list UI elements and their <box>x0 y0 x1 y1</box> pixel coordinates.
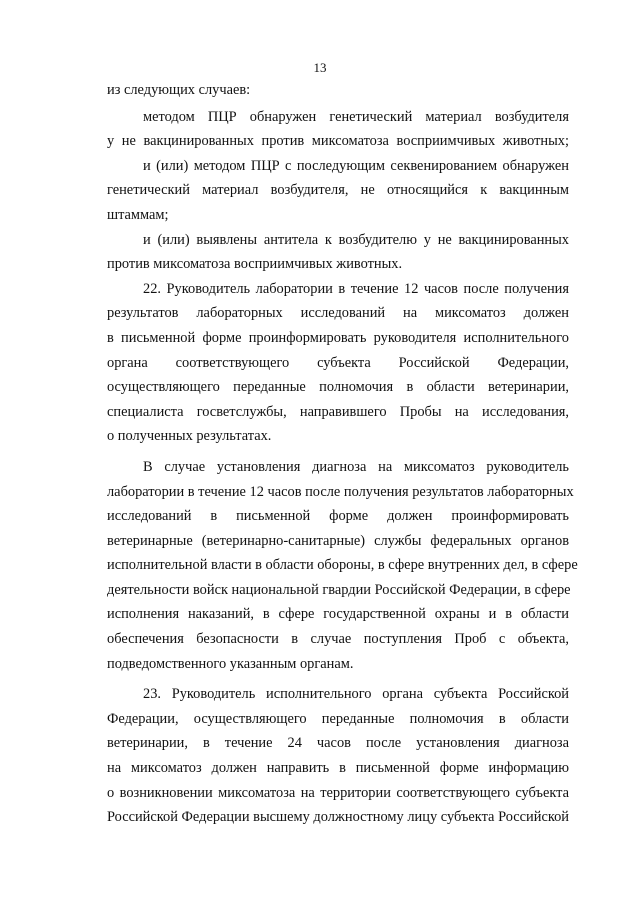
text-line: ветеринарии, в течение 24 часов после установления диагноза <box>107 735 569 752</box>
text-line: и (или) выявлены антитела к возбудителю у не вакцинированных <box>143 231 569 248</box>
text-line: деятельности войск национальной гвардии Российской Федерации, в сфере <box>107 581 571 598</box>
document-body <box>107 78 578 830</box>
text-line: о полученных результатах. <box>107 428 272 445</box>
text-line: специалиста госветслужбы, направившего Пробы на исследования, <box>107 403 569 420</box>
text-line: Федерации, осуществляющего переданные полномочия в области <box>107 710 569 727</box>
page-number: 13 <box>313 60 327 75</box>
text-line: 23. Руководитель исполнительного органа субъекта Российской <box>143 686 569 703</box>
text-line: генетический материал возбудителя, не относящийся к вакцинным <box>107 182 569 199</box>
text-line: результатов лабораторных исследований на миксоматоз должен <box>107 305 569 322</box>
text-line: и (или) методом ПЦР с последующим секвенированием обнаружен <box>143 157 569 174</box>
text-line: 22. Руководитель лаборатории в течение 12 часов после получения <box>143 280 569 297</box>
text-line: исследований в письменной форме должен проинформировать <box>107 508 569 525</box>
text-line: исполнительной власти в области обороны, в сфере внутренних дел, в сфере <box>107 557 578 574</box>
text-line: подведомственного указанным органам. <box>107 655 354 672</box>
text-line: обеспечения безопасности в случае поступления Проб с объекта, <box>107 631 569 648</box>
text-line: органа соответствующего субъекта Российской Федерации, <box>107 354 569 371</box>
text-line: исполнения наказаний, в сфере государственной охраны и в области <box>107 606 569 623</box>
text-line: на миксоматоз должен направить в письменной форме информацию <box>107 760 569 777</box>
text-line: у не вакцинированных против миксоматоза восприимчивых животных; <box>107 133 569 150</box>
text-line: В случае установления диагноза на миксоматоз руководитель <box>143 458 569 475</box>
text-line: о возникновении миксоматоза на территории соответствующего субъекта <box>107 784 569 801</box>
text-line: ветеринарные (ветеринарно-санитарные) службы федеральных органов <box>107 532 569 549</box>
text-line: осуществляющего переданные полномочия в области ветеринарии, <box>107 379 569 396</box>
text-line: в письменной форме проинформировать руководителя исполнительного <box>107 329 569 346</box>
text-line: методом ПЦР обнаружен генетический материал возбудителя <box>143 108 569 125</box>
text-line: штаммам; <box>107 206 169 223</box>
text-line: лаборатории в течение 12 часов после получения результатов лабораторных <box>107 483 574 500</box>
text-line: из следующих случаев: <box>107 82 251 98</box>
text-line: против миксоматоза восприимчивых животных. <box>107 256 403 273</box>
text-line: Российской Федерации высшему должностному лицу субъекта Российской <box>107 809 569 826</box>
